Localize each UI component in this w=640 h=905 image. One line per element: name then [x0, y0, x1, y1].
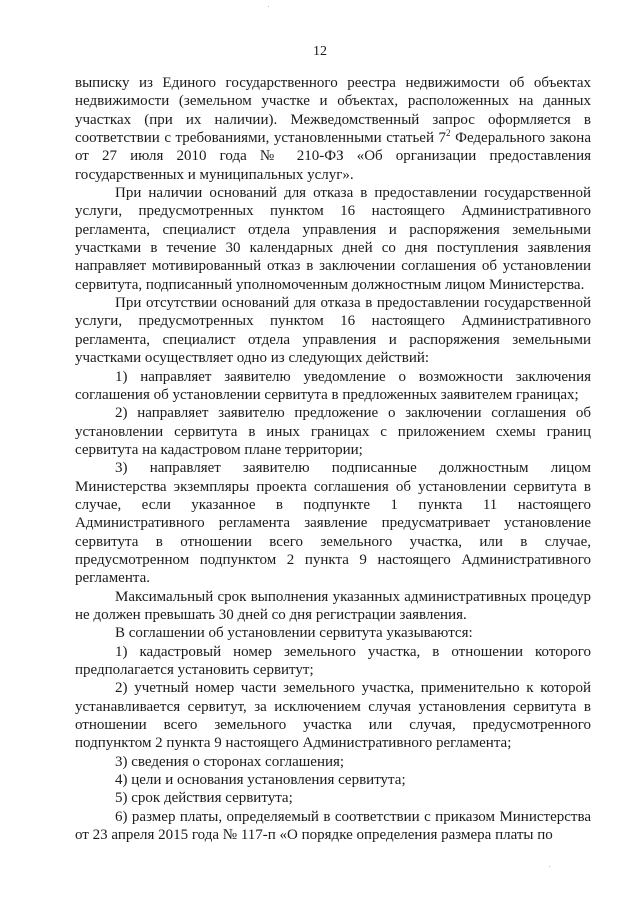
page-number: 12 — [313, 44, 327, 59]
agreement-item-5: 5) срок действия сервитута; — [115, 790, 293, 807]
superscript: 2 — [446, 128, 451, 139]
list-item-1: 1) направляет заявителю уведомление о возможности заключения соглашения об установлении сервитута в предложенных заявителем границах; — [75, 368, 591, 403]
agreement-item-2: 2) учетный номер части земельного участка, применительно к которой устанавливается сервитут, за исключением случая установления сервитута в отношении всего земельного участка или случая, предусмотренного подпунктом 2 пункта 9 настоящего Административного регламента; — [75, 680, 591, 752]
agreement-item-1: 1) кадастровый номер земельного участка, в отношении которого предполагается установить сервитут; — [75, 643, 591, 678]
agreement-item-3: 3) сведения о сторонах соглашения; — [115, 753, 345, 770]
agreement-item-6: 6) размер платы, определяемый в соответствии с приказом Министерства от 23 апреля 2015 года № 117-п «О порядке определения размера платы по — [75, 808, 591, 844]
paragraph-agreement-heading: В соглашении об установлении сервитута указываются: — [115, 625, 473, 642]
paragraph-text: выписку из Единого государственного реестра недвижимости об объектах недвижимости (земельном участке и объектах, расположенных на данных участках (при их наличии). Межведомственный запрос оформляется в соответствии с требованиями, установленными статьей 7 — [75, 75, 591, 147]
agreement-item-4: 4) цели и основания установления сервитута; — [115, 772, 406, 789]
paragraph-1 — [75, 74, 591, 184]
list-item-2: 2) направляет заявителю предложение о заключении соглашения об установлении сервитута в иных границах с приложением схемы границ сервитута на кадастровом плане территории; — [75, 405, 591, 458]
document-body — [75, 74, 591, 844]
scan-speck — [549, 866, 550, 867]
paragraph-deadline: Максимальный срок выполнения указанных административных процедур не должен превышать 30 дней со дня регистрации заявления. — [75, 588, 591, 623]
list-item-3: 3) направляет заявителю подписанные должностным лицом Министерства экземпляры проекта соглашения об установлении сервитута в случае, если указанное в подпункте 1 пункта 11 настоящего Административного регламента заявление предусматривает установление сервитута в отношении всего земельного участка, или в случае, предусмотренном подпунктом 2 пункта 9 настоящего Административного регламента. — [75, 460, 591, 587]
scan-speck — [268, 6, 269, 7]
paragraph-text-continued: Федерального закона от 27 июля 2010 года № 210-ФЗ «Об организации предоставления государственных и муниципальных услуг». — [75, 130, 591, 183]
paragraph-3: При отсутствии оснований для отказа в предоставлении государственной услуги, предусмотренных пунктом 16 настоящего Административного регламента, специалист отдела управления и распоряжения земельными участками осуществляет одно из следующих действий: — [75, 295, 591, 367]
paragraph-2: При наличии оснований для отказа в предоставлении государственной услуги, предусмотренных пунктом 16 настоящего Административного регламента, специалист отдела управления и распоряжения земельными участками в течение 30 календарных дней со дня поступления заявления направляет мотивированный отказ в заключении соглашения об установлении сервитута, подписанный уполномоченным должностным лицом Министерства. — [75, 185, 591, 293]
